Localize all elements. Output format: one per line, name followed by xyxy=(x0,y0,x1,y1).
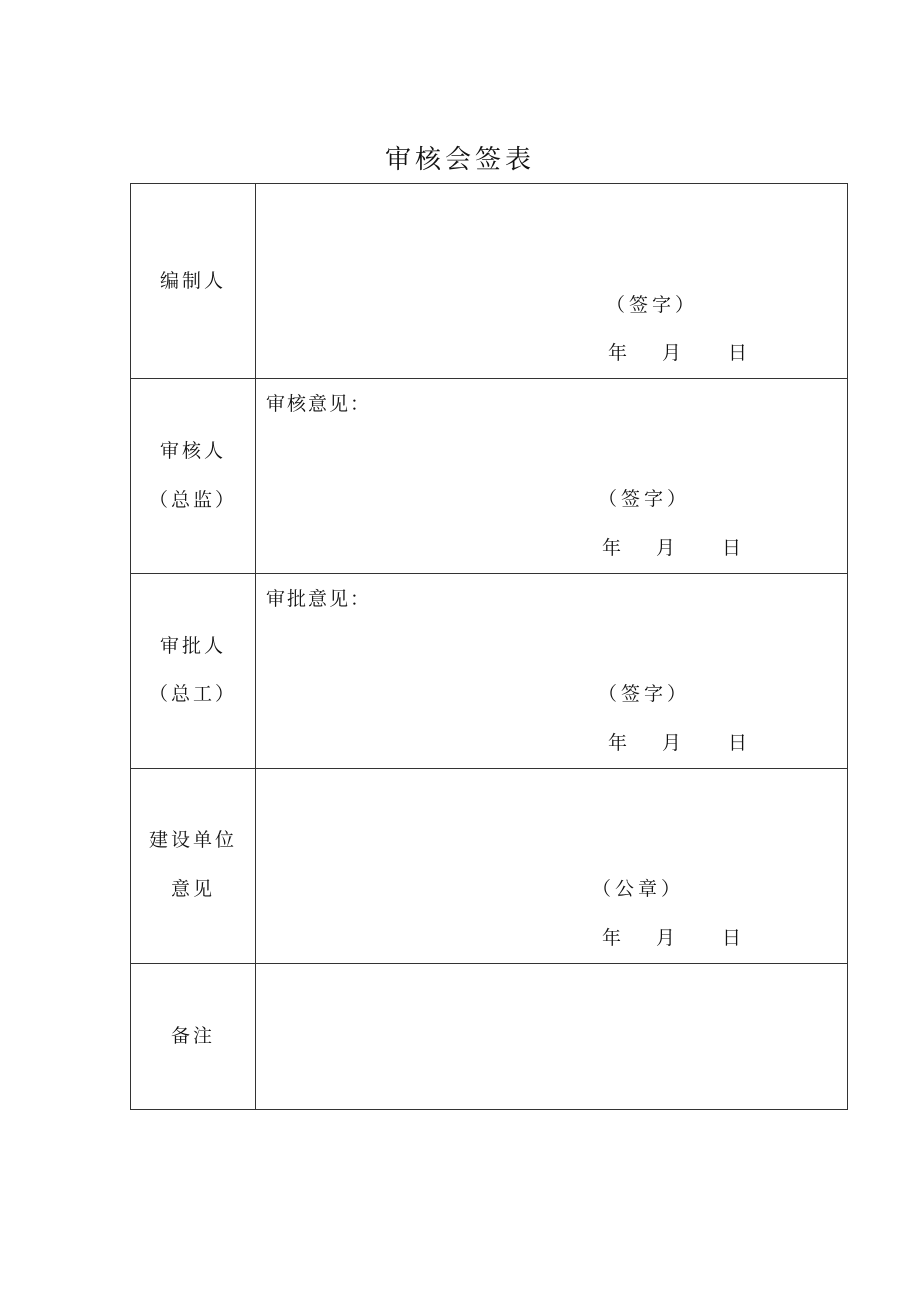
date-month-label: 月 xyxy=(662,732,682,754)
row-label-cell xyxy=(131,964,256,1110)
approval-opinion-area[interactable] xyxy=(256,574,848,769)
table-row xyxy=(131,379,848,574)
row-label-cell xyxy=(131,574,256,769)
table-row xyxy=(131,184,848,379)
signature-label: （签字） xyxy=(598,683,691,705)
owner-opinion-area[interactable] xyxy=(256,769,848,964)
date-day-label: 日 xyxy=(728,732,748,754)
date-month-label: 月 xyxy=(662,342,682,364)
review-opinion-area[interactable] xyxy=(256,379,848,574)
row-label-cell xyxy=(131,379,256,574)
date-day-label: 日 xyxy=(722,537,742,559)
table-row xyxy=(131,574,848,769)
row-sublabel: （总监） xyxy=(148,489,237,511)
row-label-cell xyxy=(131,769,256,964)
row-label: 备注 xyxy=(170,1025,215,1047)
row-label: 审批人 xyxy=(159,635,226,657)
signature-area[interactable] xyxy=(256,184,848,379)
date-day-label: 日 xyxy=(728,342,748,364)
opinion-label: 审批意见： xyxy=(266,588,372,610)
row-label-cell xyxy=(131,184,256,379)
row-sublabel: 意见 xyxy=(170,878,215,900)
row-label: 建设单位 xyxy=(148,829,237,851)
signature-label: （签字） xyxy=(598,488,691,510)
date-month-label: 月 xyxy=(656,927,676,949)
review-signoff-table xyxy=(130,183,848,1110)
page-title: 审核会签表 xyxy=(384,145,535,175)
date-day-label: 日 xyxy=(722,927,742,949)
row-sublabel: （总工） xyxy=(148,683,237,705)
date-month-label: 月 xyxy=(656,537,676,559)
date-year-label: 年 xyxy=(602,927,622,949)
date-year-label: 年 xyxy=(602,537,622,559)
table-row xyxy=(131,964,848,1110)
remarks-area[interactable] xyxy=(256,964,848,1110)
signature-label: （签字） xyxy=(606,294,699,316)
date-year-label: 年 xyxy=(608,342,628,364)
row-label: 审核人 xyxy=(159,440,226,462)
seal-label: （公章） xyxy=(592,878,685,900)
table-row xyxy=(131,769,848,964)
date-year-label: 年 xyxy=(608,732,628,754)
opinion-label: 审核意见： xyxy=(266,393,372,415)
row-label: 编制人 xyxy=(159,270,226,292)
